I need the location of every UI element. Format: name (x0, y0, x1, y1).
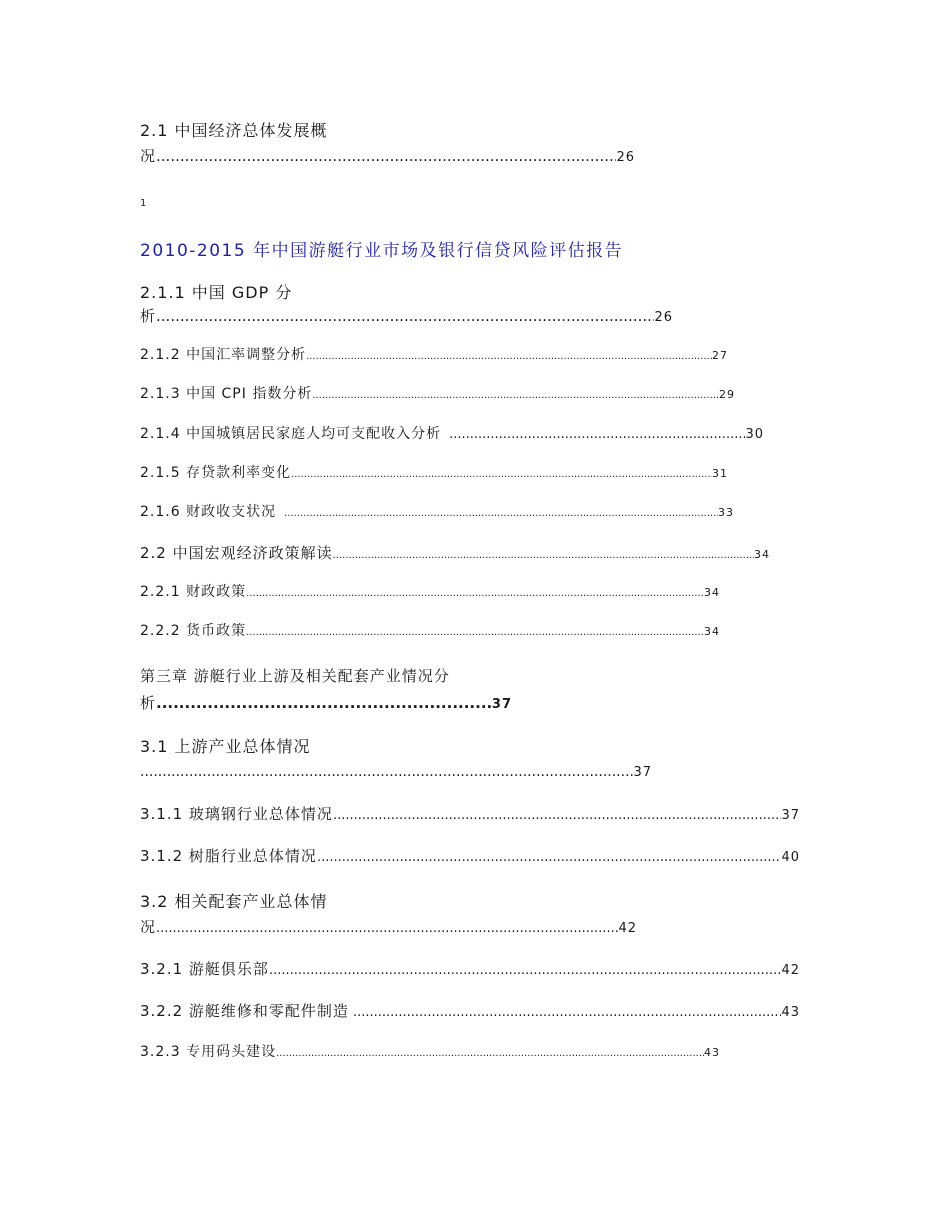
toc-page-number: 42 (618, 921, 637, 936)
toc-entry-label: 3.2.1 游艇俱乐部 (140, 960, 269, 978)
dot-leader (156, 694, 492, 712)
toc-entry-label: 2.2.1 财政政策 (140, 584, 247, 600)
toc-entry-2-1-1-title[interactable]: 2.1.1 中国 GDP 分 (140, 283, 293, 302)
dot-leader (156, 147, 616, 165)
toc-page-number: 43 (704, 1046, 720, 1059)
dot-leader (246, 588, 704, 599)
toc-entry-3-2-1[interactable] (140, 958, 800, 979)
toc-entry-chapter-3-title[interactable]: 第三章 游艇行业上游及相关配套产业情况分 (140, 667, 450, 685)
toc-entry-label: 3.2.2 游艇维修和零配件制造 (140, 1002, 349, 1020)
toc-page-number: 37 (633, 765, 652, 780)
toc-page-number: 34 (704, 625, 720, 638)
toc-entry-label: 2.1.4 中国城镇居民家庭人均可支配收入分析 (140, 426, 442, 442)
toc-entry-label: 2.1.5 存贷款利率变化 (140, 465, 292, 481)
toc-entry-2-1-leader[interactable] (140, 145, 635, 166)
report-title: 2010-2015 年中国游艇行业市场及银行信贷风险评估报告 (140, 241, 624, 261)
dot-leader (291, 469, 712, 480)
toc-entry-chapter-3-leader[interactable] (140, 692, 512, 713)
toc-entry-label: 析 (140, 694, 157, 712)
toc-entry-3-1-leader[interactable] (140, 764, 652, 780)
toc-page-number: 34 (754, 548, 770, 561)
toc-page-number: 37 (781, 808, 800, 823)
toc-page-number: 31 (712, 467, 728, 480)
toc-entry-3-1-title[interactable]: 3.1 上游产业总体情况 (140, 737, 311, 756)
toc-page-number: 40 (781, 850, 800, 865)
toc-entry-3-1-2[interactable] (140, 845, 800, 866)
dot-leader (317, 850, 782, 865)
toc-page-number: 42 (781, 963, 800, 978)
toc-entry-label: 2.1.3 中国 CPI 指数分析 (140, 386, 313, 402)
toc-page-number: 34 (704, 586, 720, 599)
toc-entry-label: 2.2 中国宏观经济政策解读 (140, 544, 333, 562)
toc-entry-2-1-3[interactable] (140, 383, 735, 403)
toc-page-number: 27 (712, 349, 728, 362)
toc-page-number: 30 (745, 427, 764, 442)
dot-leader (333, 550, 754, 561)
page-number: 1 (140, 198, 148, 209)
dot-leader (284, 508, 718, 519)
toc-entry-2-2[interactable] (140, 542, 770, 563)
dot-leader (140, 764, 633, 780)
dot-leader (246, 627, 704, 638)
toc-page-number: 37 (491, 697, 512, 712)
dot-leader (276, 1048, 704, 1059)
toc-entry-2-2-1[interactable] (140, 581, 720, 601)
toc-entry-label: 2.2.2 货币政策 (140, 623, 247, 639)
toc-entry-label: 3.1.2 树脂行业总体情况 (140, 847, 317, 865)
toc-entry-label: 析 (140, 307, 157, 325)
toc-entry-2-1-6[interactable] (140, 501, 734, 521)
toc-entry-2-1-1-leader[interactable] (140, 305, 673, 326)
toc-page-number: 33 (718, 506, 734, 519)
dot-leader (353, 1005, 782, 1020)
dot-leader (306, 351, 712, 362)
toc-entry-2-2-2[interactable] (140, 620, 720, 640)
toc-entry-label: 3.2.3 专用码头建设 (140, 1044, 277, 1060)
toc-page-number: 29 (719, 388, 735, 401)
toc-entry-2-1-4[interactable] (140, 423, 764, 443)
dot-leader (156, 921, 618, 936)
dot-leader (312, 390, 719, 401)
dot-leader (333, 808, 782, 823)
toc-entry-3-2-title[interactable]: 3.2 相关配套产业总体情 (140, 892, 328, 911)
toc-entry-2-1-2[interactable] (140, 344, 728, 364)
toc-entry-2-1-title[interactable]: 2.1 中国经济总体发展概 (140, 121, 328, 140)
toc-entry-label: 3.1.1 玻璃钢行业总体情况 (140, 805, 333, 823)
toc-entry-label: 况 (140, 147, 157, 165)
toc-entry-3-2-3[interactable] (140, 1041, 720, 1061)
toc-entry-label: 况 (140, 918, 157, 936)
toc-page-number: 26 (654, 310, 673, 325)
toc-page-number: 26 (616, 150, 635, 165)
dot-leader (269, 963, 782, 978)
toc-entry-3-2-leader[interactable] (140, 916, 637, 937)
toc-entry-label: 2.1.6 财政收支状况 (140, 504, 277, 520)
toc-entry-3-2-2[interactable] (140, 1000, 800, 1021)
dot-leader (156, 307, 654, 325)
dot-leader (449, 427, 745, 442)
toc-entry-2-1-5[interactable] (140, 462, 728, 482)
toc-page-number: 43 (781, 1005, 800, 1020)
toc-entry-3-1-1[interactable] (140, 803, 800, 824)
toc-entry-label: 2.1.2 中国汇率调整分析 (140, 347, 307, 363)
